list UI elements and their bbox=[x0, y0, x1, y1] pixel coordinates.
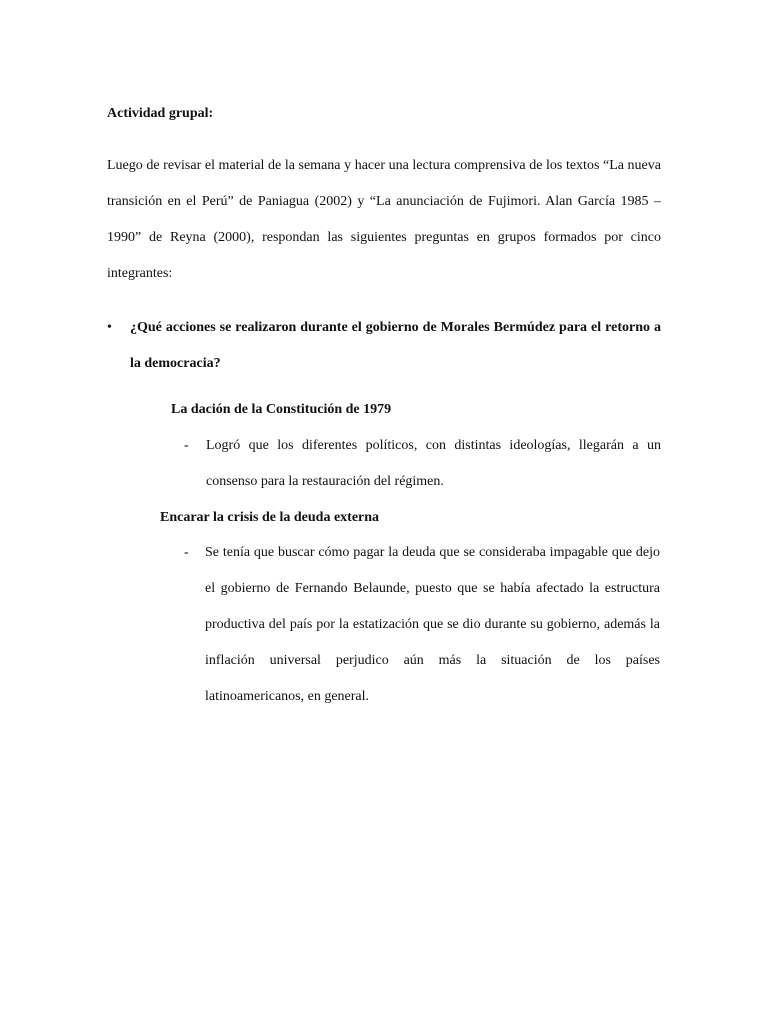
bullet-icon: • bbox=[107, 320, 112, 335]
intro-paragraph: Luego de revisar el material de la semana y hacer una lectura comprensiva de los textos “La nueva transición en el Perú” de Paniagua (2002) y “La anunciación de Fujimori. Alan García 1985 – 1990” de Reyna (2000), respondan las siguientes preguntas en grupos formados por cinco integrantes: bbox=[107, 158, 661, 281]
dash-marker: - bbox=[184, 545, 189, 560]
section-heading-constitucion: La dación de la Constitución de 1979 bbox=[171, 402, 392, 417]
section-text-deuda: Se tenía que buscar cómo pagar la deuda que se consideraba impagable que dejo el gobierno de Fernando Belaunde, puesto que se había afectado la estructura productiva del país por la estatización que se dio durante su gobierno, además la inflación universal perjudico aún más la situación de los países latinoamericanos, en general. bbox=[205, 545, 660, 704]
section-heading-deuda: Encarar la crisis de la deuda externa bbox=[160, 510, 380, 525]
question-text: ¿Qué acciones se realizaron durante el gobierno de Morales Bermúdez para el retorno a la democracia? bbox=[130, 320, 661, 371]
dash-marker: - bbox=[184, 438, 189, 453]
activity-heading: Actividad grupal: bbox=[107, 106, 214, 121]
section-text-constitucion: Logró que los diferentes políticos, con distintas ideologías, llegarán a un consenso para la restauración del régimen. bbox=[206, 438, 661, 489]
